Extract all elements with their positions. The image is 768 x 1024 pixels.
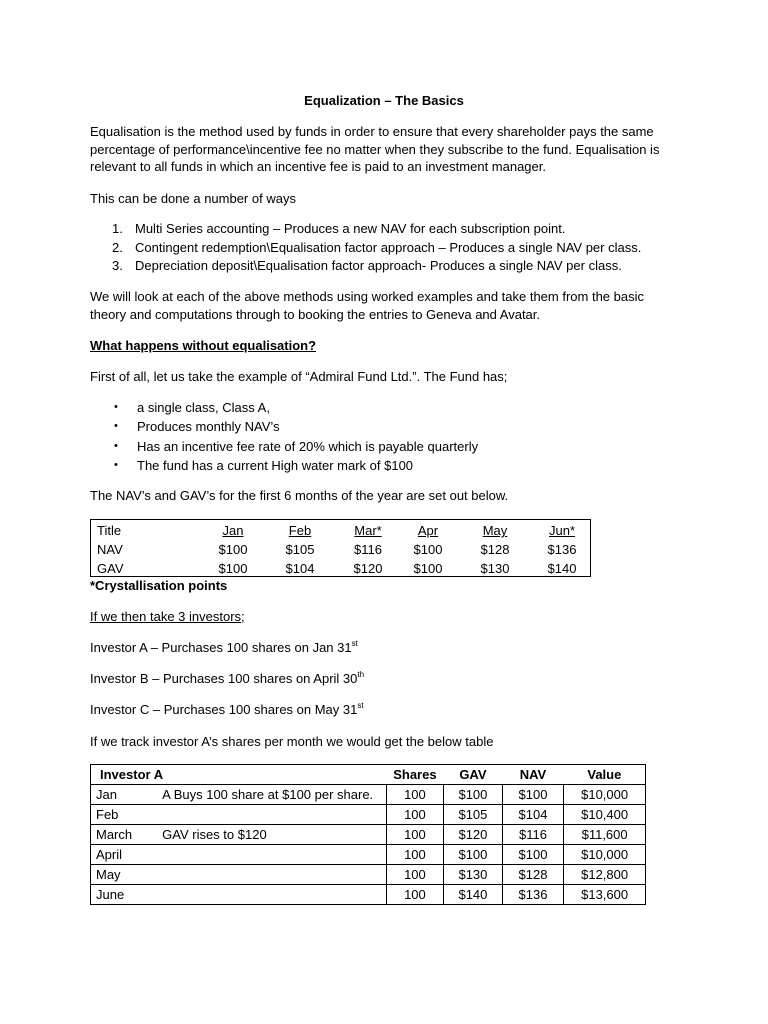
table-cell: $100	[218, 561, 248, 576]
table-cell: NAV	[97, 542, 123, 557]
table-header-cell: Jun*	[548, 523, 576, 538]
table-cell: $120	[353, 561, 383, 576]
table-cell: Feb	[91, 805, 163, 825]
table-cell: $100	[444, 785, 503, 805]
table-cell: 100	[386, 825, 444, 845]
nav-gav-table	[90, 519, 591, 577]
table-cell: 100	[386, 845, 444, 865]
table-cell	[162, 845, 386, 865]
table-row	[91, 805, 646, 825]
table-cell: March	[91, 825, 163, 845]
table-cell: GAV	[97, 561, 124, 576]
table-header-cell: Title	[97, 523, 122, 538]
investor-a-table	[90, 764, 646, 905]
table-row	[91, 825, 646, 845]
table-cell: $140	[547, 561, 577, 576]
investor-c-line: Investor C – Purchases 100 shares on May 31st	[90, 701, 364, 717]
table-cell: $136	[547, 542, 577, 557]
table-cell: April	[91, 845, 163, 865]
table-cell: 100	[386, 885, 444, 905]
investor-a-line: Investor A – Purchases 100 shares on Jan 31st	[90, 639, 358, 655]
table-cell	[162, 865, 386, 885]
table-cell: 100	[386, 865, 444, 885]
table-cell: 100	[386, 805, 444, 825]
table-header-cell: Jan	[222, 523, 244, 538]
table-cell: $128	[480, 542, 510, 557]
table-cell: $100	[218, 542, 248, 557]
example-intro: First of all, let us take the example of “Admiral Fund Ltd.”. The Fund has;	[90, 369, 508, 384]
table-cell: Jan	[91, 785, 163, 805]
table-cell: $100	[502, 785, 564, 805]
table-cell: $100	[413, 561, 443, 576]
list-item: • The fund has a current High water mark of $100	[114, 457, 414, 473]
table-cell: June	[91, 885, 163, 905]
section-heading: What happens without equalisation?	[90, 338, 317, 353]
table-cell: $130	[444, 865, 503, 885]
table-header-cell: Mar*	[354, 523, 382, 538]
table-cell: A Buys 100 share at $100 per share.	[162, 785, 386, 805]
table-cell: $128	[502, 865, 564, 885]
table-cell: $10,400	[564, 805, 646, 825]
list-item: • a single class, Class A,	[114, 400, 270, 415]
table-cell: $10,000	[564, 845, 646, 865]
table-cell: $10,000	[564, 785, 646, 805]
table-cell	[162, 805, 386, 825]
table-row	[91, 885, 646, 905]
table-cell: $105	[444, 805, 503, 825]
table-header-cell: Value	[564, 765, 646, 785]
table-cell: GAV rises to $120	[162, 825, 386, 845]
track-intro: If we track investor A’s shares per month we would get the below table	[90, 734, 494, 749]
investor-b-line: Investor B – Purchases 100 shares on April 30th	[90, 670, 365, 686]
table-cell: $120	[444, 825, 503, 845]
fund-bullets	[90, 398, 690, 475]
crystallisation-note: *Crystallisation points	[90, 578, 228, 593]
table-header-cell: NAV	[502, 765, 564, 785]
table-cell	[162, 885, 386, 905]
ways-list	[90, 220, 690, 276]
table-cell: $100	[502, 845, 564, 865]
table-header-cell: Apr	[417, 523, 439, 538]
table-header-cell: May	[482, 523, 508, 538]
table-cell: $100	[413, 542, 443, 557]
table-cell: $136	[502, 885, 564, 905]
table-cell: $104	[502, 805, 564, 825]
table-header-cell: Feb	[288, 523, 312, 538]
table-row	[91, 865, 646, 885]
table-header-cell: Investor A	[91, 765, 387, 785]
table-cell: $11,600	[564, 825, 646, 845]
intro-paragraph: Equalisation is the method used by funds in order to ensure that every shareholder pays the same percentage of performance\incentive fee no matter when they subscribe to the fund. Equalisation is relevant to all funds in which an incentive fee is paid to an investment manager.	[90, 124, 660, 174]
table-cell: May	[91, 865, 163, 885]
table-cell: $116	[354, 542, 382, 557]
methods-paragraph: We will look at each of the above methods using worked examples and take them from the basic theory and computations through to booking the entries to Geneva and Avatar.	[90, 289, 644, 322]
table-cell: $13,600	[564, 885, 646, 905]
list-item: 1. Multi Series accounting – Produces a new NAV for each subscription point.	[112, 221, 566, 236]
table-cell: $116	[502, 825, 564, 845]
list-item: • Has an incentive fee rate of 20% which is payable quarterly	[114, 438, 479, 454]
table-header-row	[91, 765, 646, 785]
table-cell: $130	[480, 561, 510, 576]
list-item: 2. Contingent redemption\Equalisation factor approach – Produces a single NAV per class.	[112, 239, 642, 255]
table-row	[91, 845, 646, 865]
page-title: Equalization – The Basics	[304, 93, 464, 108]
table-header-cell: Shares	[386, 765, 444, 785]
list-item: 3. Depreciation deposit\Equalisation factor approach- Produces a single NAV per class.	[112, 258, 622, 273]
ways-intro: This can be done a number of ways	[90, 191, 296, 206]
nav-intro: The NAV’s and GAV’s for the first 6 months of the year are set out below.	[90, 488, 509, 503]
table-cell: 100	[386, 785, 444, 805]
table-header-cell: GAV	[444, 765, 503, 785]
table-row	[91, 785, 646, 805]
table-cell: $12,800	[564, 865, 646, 885]
table-cell: $105	[285, 542, 315, 557]
table-cell: $100	[444, 845, 503, 865]
investors-intro: If we then take 3 investors;	[90, 609, 245, 624]
table-cell: $140	[444, 885, 503, 905]
list-item: • Produces monthly NAV’s	[114, 419, 280, 435]
table-cell: $104	[285, 561, 315, 576]
